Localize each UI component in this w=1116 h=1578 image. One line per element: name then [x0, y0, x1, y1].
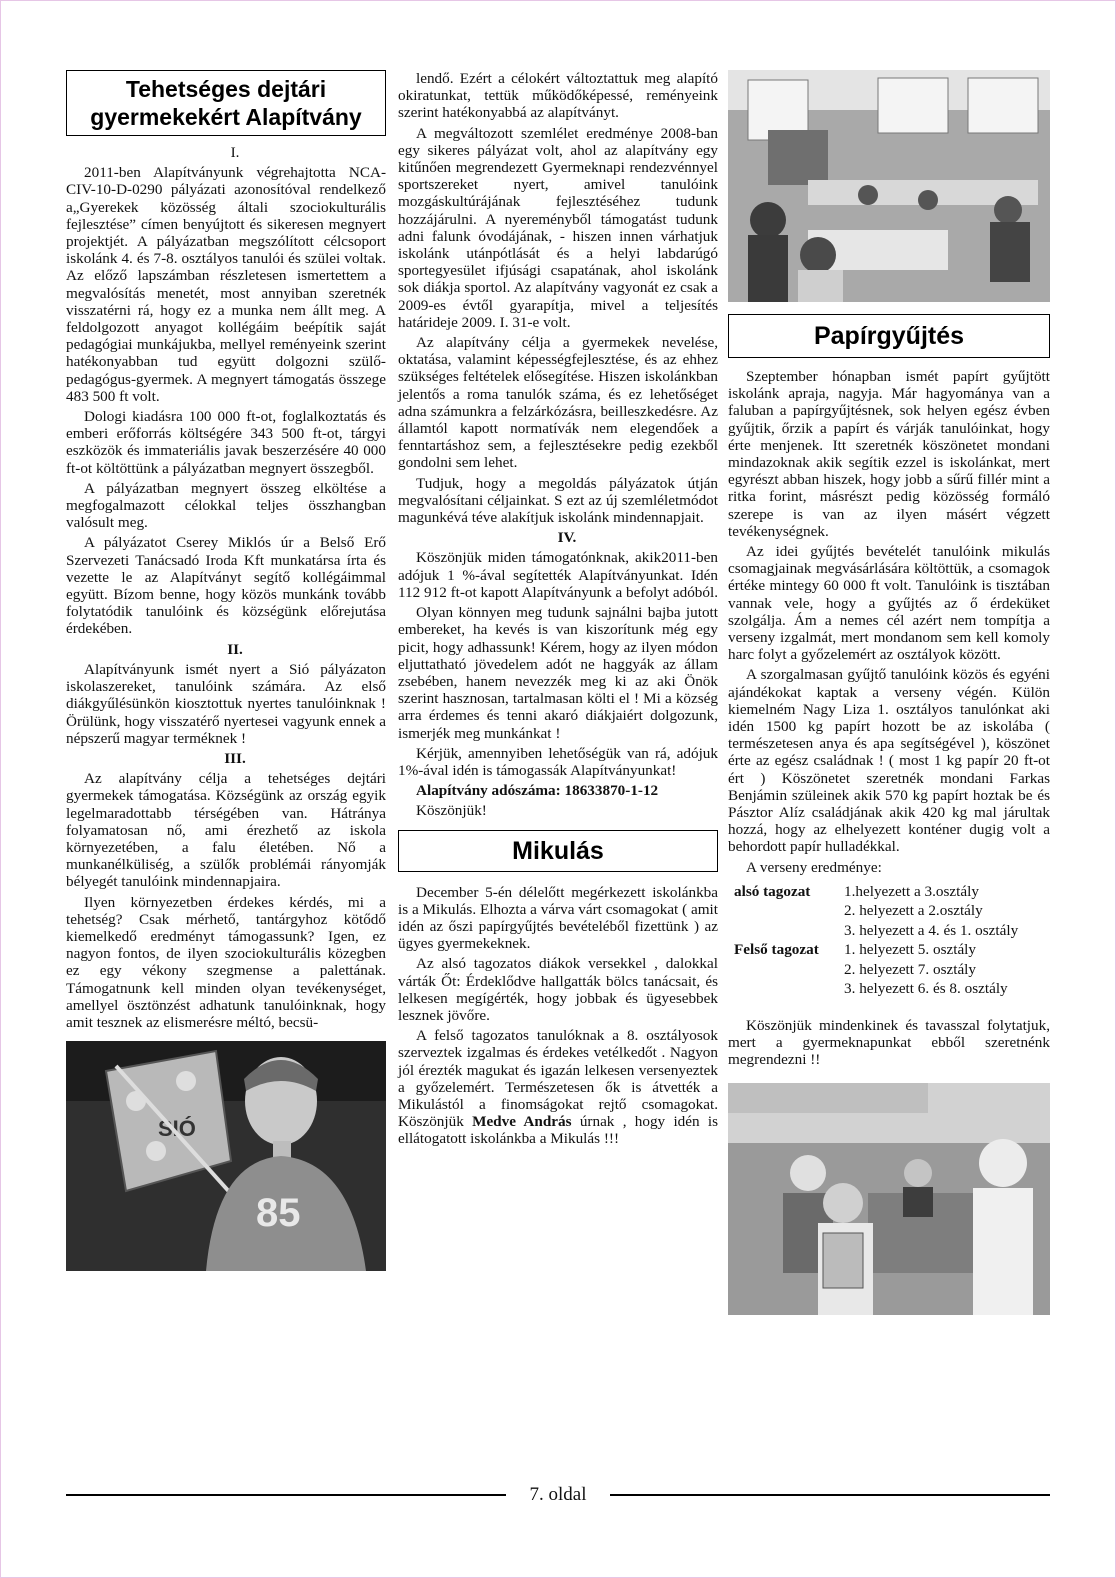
- foundation-continued-body: [398, 70, 718, 526]
- mikulas-thanked-name: Medve András: [472, 1113, 572, 1131]
- flag-text: SIÓ: [158, 1116, 196, 1142]
- section-2-body: [66, 661, 386, 747]
- result-text: 3. helyezett a 4. és 1. osztály: [844, 921, 1019, 939]
- boy-with-flag-photo: [66, 1041, 386, 1271]
- result-row: [728, 901, 1050, 921]
- kids-with-paper-illustration: [728, 1083, 1050, 1315]
- paragraph: Tudjuk, hogy a megoldás pályázatok útján megvalósítani céljainkat. S ezt az új szemléletmódot magunkévá téve alakítjuk iskolánk mindennapjait.: [398, 474, 718, 527]
- section-3-body: [66, 770, 386, 1031]
- page-footer: [0, 1484, 1116, 1506]
- right-column: [728, 70, 1050, 1315]
- paragraph: Szeptember hónapban ismét papírt gyűjtött iskolánk apraja, nagyja. Már hagyománya van a faluban a papírgyűjtésnek, sok helyen egész évben gyűjtik, őrzik a papírt és várják tanulóinkat, hogy érte menjenek. Itt szeretnék köszönetet mondani mindazoknak akik segítik ezzel is iskolánkat, mert egyrészt abban hiszek, hogy jobb a sűrű fillér mint a ritka forint, másrészt pedig közösség formáló szerepe is van az ilyen másért végzett tevékenységnek.: [728, 368, 1050, 540]
- result-group-label: [728, 921, 844, 941]
- section-4-body: [398, 549, 718, 779]
- boy-with-flag-illustration: [66, 1041, 386, 1271]
- paragraph: December 5-én délelőtt megérkezett iskolánkba is a Mikulás. Elhozta a várva várt csomagokat ( amit idén az őszi papírgyűjtés bevételéből fizettünk ) az ügyes gyermekeknek.: [398, 883, 718, 953]
- section-1-body: [66, 164, 386, 637]
- paragraph: Kérjük, amennyiben lehetőségük van rá, adójuk 1%-ával idén is támogassák Alapítványunkat!: [398, 744, 718, 779]
- section-heading-3: III.: [224, 749, 246, 767]
- middle-column: [398, 70, 718, 1151]
- result-text: 1. helyezett 5. osztály: [844, 941, 977, 959]
- paragraph: A szorgalmasan gyűjtő tanulóink közös és egyéni ajándékokat kaptak a verseny végén. Külön kiemelném Nagy Liza 1. osztályos tanulónkat aki idén 1500 kg papírt hozott be az iskolába ( természetesen anya és apa segítségével ), köszönet érte az egész családnak ! ( most 1 kg papír 20 ft-ot ért ) Köszönetet szeretnék mondani Farkas Benjámin szüleinek akik 570 kg papírt hoztak be és Pásztor Alíz családjának akik 420 kg mal járultak hozzá, hogy az elhelyezett konténer dugig volt a behordott papír hulladékkal.: [728, 666, 1050, 856]
- result-group-label: [728, 901, 844, 921]
- paragraph: Az alsó tagozatos diákok versekkel , dalokkal várták Őt: Érdeklődve hallgatták bölcs tanácsait, és lelkesen megígérték, hogy jobbak és ügyesebbek lesznek jövőre.: [398, 955, 718, 1024]
- result-group-label: alsó tagozat: [734, 882, 811, 900]
- paragraph: Ilyen környezetben érdekes kérdés, mi a tehetség? Csak mérhető, tantárgyhoz kötődő kiemelkedő eredményt támogassunk? Igen, ez nagyon fontos, de ilyen szociokulturális közegben ez egy vékony szegmense a palettának. Támogatnunk kell minden olyan tevékenységet, amellyel ösztönzést adhatunk tanulóinknak, hogy amit tesznek az elismerésre méltó, becsü-: [66, 893, 386, 1031]
- result-group-label: [728, 960, 844, 980]
- paragraph: Olyan könnyen meg tudunk sajnálni bajba jutott embereket, ha kevés is van kiszorítunk még egy picit, hogy adhassunk! Kérem, hogy az ilyen módon eljuttatható jövedelem adót ne haggyák az állam zsebében, hanem nevezzék meg ki az aki Önök szerint hasznosan, tartalmasan költi el ! Mi a község arra érdemes és tenni akaró diákjaiért dolgozunk, ismerjék meg munkánkat !: [398, 604, 718, 742]
- tax-number: Alapítvány adószáma: 18633870-1-12: [416, 782, 659, 800]
- result-text: 2. helyezett 7. osztály: [844, 960, 977, 978]
- results-list: [728, 882, 1050, 999]
- results-intro: A verseny eredménye:: [746, 858, 882, 876]
- section-heading-2: II.: [227, 640, 243, 658]
- mikulas-last-text-b: úrnak , hogy idén is ellátogatott iskolánkba a Mikulás !!!: [398, 1113, 719, 1148]
- paragraph: Köszönjük miden támogatónknak, akik2011-ben adójuk 1 %-ával segítették Alapítványunkat. Idén 112 912 ft-ot kapott Alapítványunk a befolyt adóból.: [398, 549, 719, 601]
- result-text: 1.helyezett a 3.osztály: [844, 882, 979, 900]
- shirt-number: 85: [256, 1191, 301, 1236]
- article-title-paper-collection: Papírgyűjtés: [728, 314, 1050, 358]
- paragraph: Alapítványunk ismét nyert a Sió pályázaton iskolaszereket, tanulóink számára. Az első diákgyűlésünkön kiosztottuk nyertes tanulóinknak ! Örülünk, hogy visszatérő nyertesei vagyunk ennek a népszerű magyar terméknek !: [66, 660, 386, 747]
- thanks-line: Köszönjük!: [416, 802, 487, 820]
- article-title-mikulas: Mikulás: [398, 830, 718, 872]
- result-group-label: [728, 979, 844, 999]
- result-text: 2. helyezett a 2.osztály: [844, 902, 983, 920]
- section-heading-4: IV.: [557, 529, 577, 547]
- closing-paragraph: Köszönjük mindenkinek és tavasszal folytatjuk, mert a gyermeknapunkat ebből szeretnénk megrendezni !!: [728, 1016, 1050, 1069]
- paragraph: A pályázatban megnyert összeg elköltése a megfogalmazott célokkal teljes összhangban valósult meg.: [66, 479, 386, 532]
- result-group-label: Felső tagozat: [734, 941, 819, 959]
- paragraph: Az idei gyűjtés bevételét tanulóink mikulás csomagjainak megvásárlására költöttük, a csomagok értéke mintegy 60 000 ft volt. Tanulóink is tisztában vannak vele, hogy a gyűjtés az ő érdeküket szolgálja. Ám a nemes cél azért nem tompítja a verseny izgalmát, mert mondanom sem kell komoly harc folyt a győzelemért az osztályok között.: [728, 543, 1050, 664]
- result-row: [728, 940, 1050, 960]
- paragraph: Az alapítvány célja a gyermekek nevelése, oktatása, valamint képességfejlesztése, és az ehhez szükséges feltételek elősegítése. Hiszen iskolánkban jelentős a roma tanulók száma, és ez lehetőséget adna számunkra a felzárkózásra, beilleszkedésre. Az államtól kapott normatívák nem elegendőek a fenntartáshoz sem, a fejlesztésekre pedig ezekből gondolni sem lehet.: [398, 334, 718, 472]
- kids-with-paper-photo: [728, 1083, 1050, 1315]
- classroom-photo: [728, 70, 1050, 302]
- left-column: [66, 70, 386, 1271]
- paragraph: Dologi kiadásra 100 000 ft-ot, foglalkoztatás és emberi erőforrás költségére 343 500 ft-ot, tárgyi eszközök és immateriális javak beszerzésére 40 000 ft-ot költöttünk a pályázatban megnyert összegből.: [66, 408, 386, 477]
- paragraph: 2011-ben Alapítványunk végrehajtotta NCA-CIV-10-D-0290 pályázati azonosítóval rendelkező a„Gyerekek közösség általi szociokulturális fejlesztése” címen benyújtott és sikeresen megnyert projektjét. A pályázatban megszólított célcsoport iskolánk 4. és 7-8. osztályos tanulói és szülei voltak. Az előző lapszámban részletesen ismertettem a megvalósítás menetét, most annyiban szeretnék visszatérni rá, hogy ez a munka nem állt meg. A feldolgozott anyagot kollégáim beépítik saját pedagógiai munkájukba, mellyel reményeink szerint hatékonyabban tud együtt dolgozni szülő-pedagógus-gyermek. A megnyert támogatás összege 483 500 ft volt.: [66, 164, 386, 405]
- paragraph: lendő. Ezért a célokért változtattuk meg alapító okiratunkat, tettük működőképessé, reményeink szerint hatékonyabbá az alapítványt.: [398, 70, 718, 122]
- result-text: 3. helyezett 6. és 8. osztály: [844, 980, 1008, 998]
- result-row: [728, 960, 1050, 980]
- paragraph: Az alapítvány célja a tehetséges dejtári gyermekek támogatása. Községünk az ország egyik legelmaradottabb térségében van. Hátránya folyamatosan nő, ami érezhető az iskola környezetében, a falu életében. Nő a munkanélküliség, a szülők problémái rányomják bélyegét tanulóink mindennapjaira.: [66, 770, 386, 891]
- result-row: [728, 921, 1050, 941]
- section-heading-1: I.: [230, 144, 240, 161]
- paragraph: A pályázatot Cserey Miklós úr a Belső Erő Szervezeti Tanácsadó Iroda Kft munkatársa írta és vezette le az Alapítványt segítő kollégáimmal együtt. Bízom benne, hogy közös munkánk tovább folytatódik tanulóink és községünk előrejutása érdekében.: [66, 534, 386, 638]
- mikulas-body: [398, 884, 718, 1025]
- paragraph: A megváltozott szemlélet eredménye 2008-ban egy sikeres pályázat volt, ahol az alapítvány egy kitűnően megrendezett Gyermeknapi rendezvénnyel sportszereket nyert, amivel tanulóink mozgáskultúrájának fejlesztéséhez tudunk hozzájárulni. A nyereményből támogatást tudunk adni falunk óvodájának, - hiszen innen várhatjuk iskolánk utánpótlását és a helyi labdarúgó sportegyesület ifjúsági csapatának, ahol iskolánk sok diákja sportol. Az alapítvány vagyonát ez csak a 2009-es évtől gyarapítja, mivel a teljesítés határideje 2009. I. 31-e volt.: [398, 124, 718, 331]
- mikulas-last-paragraph: [398, 1027, 718, 1147]
- result-row: [728, 979, 1050, 999]
- result-row: [728, 882, 1050, 902]
- classroom-illustration: [728, 70, 1050, 302]
- paper-collection-body: [728, 368, 1050, 856]
- page-number: 7. oldal: [522, 1484, 595, 1505]
- mikulas-last-text-a: A felső tagozatos tanulóknak a 8. osztályosok szerveztek izgalmas és érdekes vetélkedőt . Nagyon jól érezték magukat és igazán lelkesen versenyeztek a győzelemért. Természetesen ők is átvették a Mikulástól a finomságokat rejtő csomagokat. Köszönjük: [398, 1027, 718, 1131]
- article-title-foundation: Tehetséges dejtári gyermekekért Alapítvány: [66, 70, 386, 136]
